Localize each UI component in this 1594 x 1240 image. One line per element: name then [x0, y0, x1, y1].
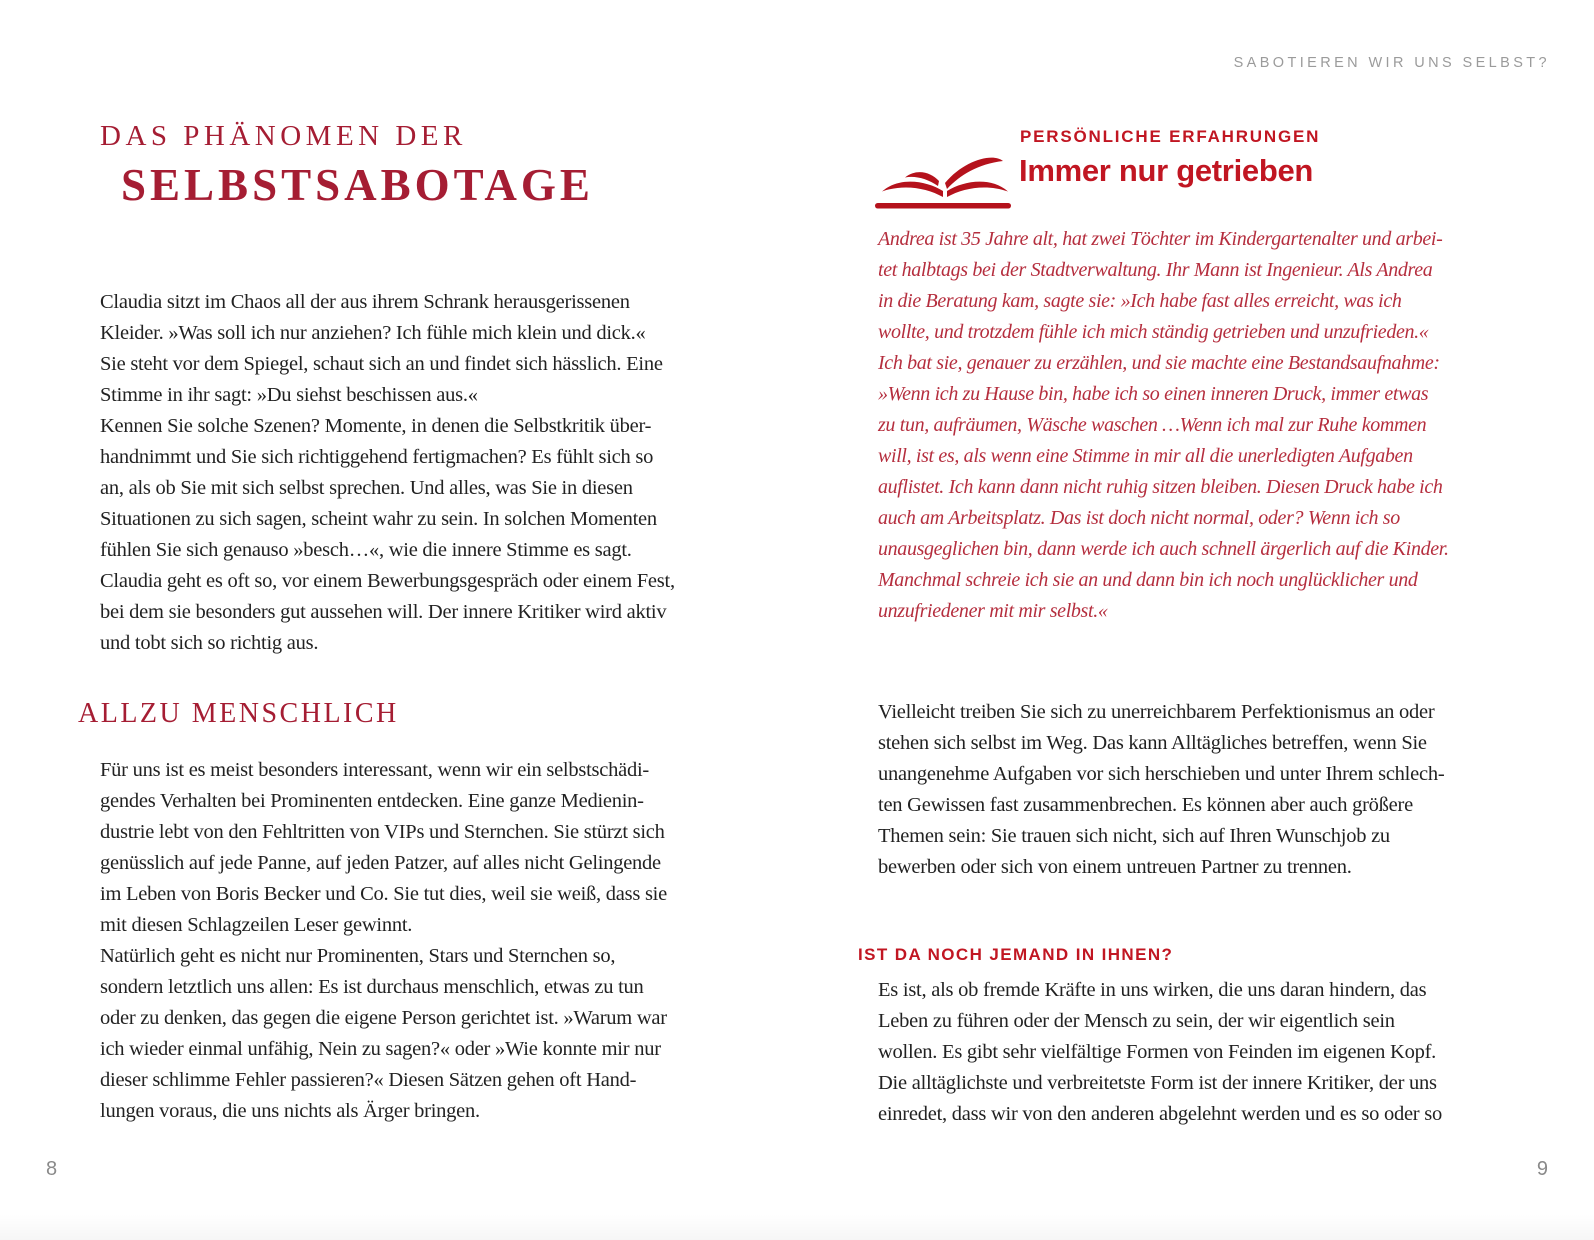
text-line: Kleider. »Was soll ich nur anziehen? Ich fühle mich klein und dick.« — [100, 322, 646, 344]
experience-box-kicker: PERSÖNLICHE ERFAHRUNGEN — [1020, 127, 1321, 146]
text-line: Natürlich geht es nicht nur Prominenten, Stars und Sternchen so, — [100, 945, 616, 967]
text-line: Manchmal schreie ich sie an und dann bin ich noch unglücklicher und — [878, 569, 1418, 591]
text-line: dustrie lebt von den Fehltritten von VIPs und Sternchen. Sie stürzt sich — [100, 821, 665, 843]
chapter-title-line1: DAS PHÄNOMEN DER — [100, 120, 467, 152]
paragraph-kennen-sie — [100, 411, 700, 659]
text-line: Es ist, als ob fremde Kräfte in uns wirken, die uns daran hindern, das — [878, 979, 1427, 1001]
text-line: Die alltäglichste und verbreitetste Form ist der innere Kritiker, der uns — [878, 1072, 1437, 1094]
chapter-title-line2: SELBSTSABOTAGE — [121, 160, 594, 210]
text-line: lungen voraus, die uns nichts als Ärger bringen. — [100, 1100, 480, 1122]
story-andrea — [878, 224, 1484, 627]
text-line: und tobt sich so richtig aus. — [100, 632, 319, 654]
text-line: Claudia sitzt im Chaos all der aus ihrem Schrank herausgerissenen — [100, 291, 630, 313]
text-line: sondern letztlich uns allen: Es ist durchaus menschlich, etwas zu tun — [100, 976, 644, 998]
paragraph-fuer-uns — [100, 755, 700, 941]
text-line: auflistet. Ich kann dann nicht ruhig sitzen bleiben. Diesen Druck habe ich — [878, 476, 1443, 498]
text-line: Für uns ist es meist besonders interessant, wenn wir ein selbstschädi- — [100, 759, 650, 781]
text-line: Claudia geht es oft so, vor einem Bewerbungsgespräch oder einem Fest, — [100, 570, 675, 592]
text-line: im Leben von Boris Becker und Co. Sie tut dies, weil sie weiß, dass sie — [100, 883, 667, 905]
text-line: fühlen Sie sich genauso »besch…«, wie die innere Stimme es sagt. — [100, 539, 632, 561]
subheading-ist-da-noch-jemand: IST DA NOCH JEMAND IN IHNEN? — [858, 945, 1174, 964]
page-number-right: 9 — [1536, 1158, 1548, 1180]
text-line: ich wieder einmal unfähig, Nein zu sagen?« oder »Wie konnte mir nur — [100, 1038, 661, 1060]
text-line: genüsslich auf jede Panne, auf jeden Patzer, auf alles nicht Gelingende — [100, 852, 661, 874]
text-line: wollen. Es gibt sehr vielfältige Formen von Feinden im eigenen Kopf. — [878, 1041, 1437, 1063]
text-line: mit diesen Schlagzeilen Leser gewinnt. — [100, 914, 413, 936]
text-line: an, als ob Sie mit sich selbst sprechen. Und alles, was Sie in diesen — [100, 477, 633, 499]
text-line: Sie steht vor dem Spiegel, schaut sich an und findet sich hässlich. Eine — [100, 353, 663, 375]
text-line: Leben zu führen oder der Mensch zu sein, der wir eigentlich sein — [878, 1010, 1395, 1032]
text-line: Kennen Sie solche Szenen? Momente, in denen die Selbstkritik über- — [100, 415, 652, 437]
text-line: wollte, und trotzdem fühle ich mich ständig getrieben und unzufrieden.« — [878, 321, 1429, 343]
paragraph-es-ist — [878, 975, 1478, 1130]
text-line: tet halbtags bei der Stadtverwaltung. Ihr Mann ist Ingenieur. Als Andrea — [878, 259, 1433, 281]
open-book-icon — [872, 150, 1014, 216]
text-line: handnimmt und Sie sich richtiggehend fertigmachen? Es fühlt sich so — [100, 446, 654, 468]
text-line: Vielleicht treiben Sie sich zu unerreichbarem Perfektionismus an oder — [878, 701, 1435, 723]
text-line: dieser schlimme Fehler passieren?« Diesen Sätzen gehen oft Hand- — [100, 1069, 637, 1091]
paragraph-natuerlich — [100, 941, 700, 1127]
text-line: Ich bat sie, genauer zu erzählen, und sie machte eine Bestandsaufnahme: — [878, 352, 1440, 374]
text-line: gendes Verhalten bei Prominenten entdecken. Eine ganze Medienin- — [100, 790, 644, 812]
text-line: oder zu denken, das gegen die eigene Person gerichtet ist. »Warum war — [100, 1007, 667, 1029]
text-line: unangenehme Aufgaben vor sich herschieben und unter Ihrem schlech- — [878, 763, 1445, 785]
text-line: auch am Arbeitsplatz. Das ist doch nicht normal, oder? Wenn ich so — [878, 507, 1400, 529]
text-line: Stimme in ihr sagt: »Du siehst beschissen aus.« — [100, 384, 478, 406]
text-line: einredet, dass wir von den anderen abgelehnt werden und es so oder so — [878, 1103, 1442, 1125]
paragraph-vielleicht — [878, 697, 1478, 883]
text-line: Andrea ist 35 Jahre alt, hat zwei Töchter im Kindergartenalter und arbei- — [878, 228, 1443, 250]
text-line: unzufriedener mit mir selbst.« — [878, 600, 1108, 622]
page-number-left: 8 — [46, 1158, 58, 1180]
text-line: in die Beratung kam, sagte sie: »Ich habe fast alles erreicht, was ich — [878, 290, 1402, 312]
text-line: bewerben oder sich von einem untreuen Partner zu trennen. — [878, 856, 1352, 878]
running-head: SABOTIEREN WIR UNS SELBST? — [1233, 55, 1550, 71]
text-line: »Wenn ich zu Hause bin, habe ich so einen inneren Druck, immer etwas — [878, 383, 1429, 405]
text-line: ten Gewissen fast zusammenbrechen. Es können aber auch größere — [878, 794, 1413, 816]
text-line: stehen sich selbst im Weg. Das kann Alltägliches betreffen, wenn Sie — [878, 732, 1427, 754]
text-line: bei dem sie besonders gut aussehen will. Der innere Kritiker wird aktiv — [100, 601, 667, 623]
section-heading-allzu-menschlich: ALLZU MENSCHLICH — [78, 698, 399, 729]
text-line: zu tun, aufräumen, Wäsche waschen …Wenn ich mal zur Ruhe kommen — [878, 414, 1427, 436]
experience-box-title: Immer nur getrieben — [1019, 153, 1314, 188]
paragraph-claudia — [100, 287, 700, 411]
text-line: Themen sein: Sie trauen sich nicht, sich auf Ihren Wunschjob zu — [878, 825, 1390, 847]
text-line: will, ist es, als wenn eine Stimme in mir all die unerledigten Aufgaben — [878, 445, 1413, 467]
text-line: Situationen zu sich sagen, scheint wahr zu sein. In solchen Momenten — [100, 508, 657, 530]
text-line: unausgeglichen bin, dann werde ich auch schnell ärgerlich auf die Kinder. — [878, 538, 1449, 560]
